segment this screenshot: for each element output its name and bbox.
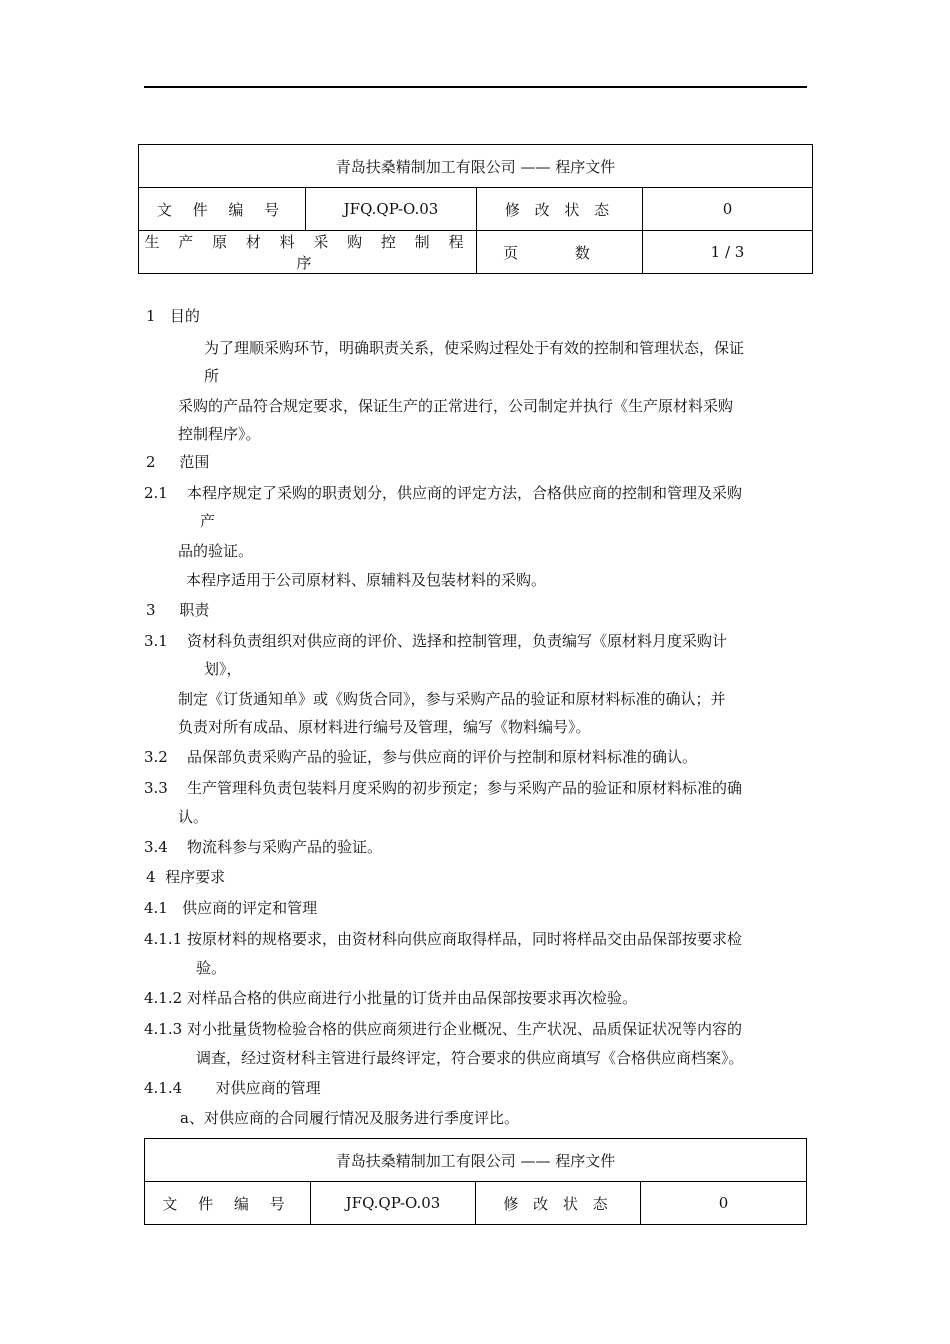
revision-label: 修 改 状 态	[476, 1182, 641, 1225]
clause-2-1	[144, 483, 742, 503]
clause-4-1-4	[144, 1078, 321, 1098]
clause-text: 按原材料的规格要求，由资材科向供应商取得样品，同时将样品交由品保部按要求检	[186, 930, 742, 948]
paragraph-line: 验。	[196, 959, 227, 977]
paragraph-line: 为了理顺采购环节，明确职责关系，使采购过程处于有效的控制和管理状态，保证	[204, 339, 745, 357]
paragraph-line: 所	[204, 367, 220, 385]
clause-3-3	[144, 778, 742, 798]
clause-text: 对小批量货物检验合格的供应商须进行企业概况、生产状况、品质保证状况等内容的	[186, 1020, 742, 1038]
header-doc-row	[139, 188, 813, 231]
section-title: 目的	[169, 307, 200, 325]
paragraph-line: 本程序适用于公司原材料、原辅料及包装材料的采购。	[186, 571, 547, 589]
paragraph-line: 制定《订货通知单》或《购货合同》，参与采购产品的验证和原材料标准的确认；并	[178, 690, 726, 708]
clause-text: 资材科负责组织对供应商的评价、选择和控制管理，负责编写《原材料月度采购计	[186, 632, 727, 650]
clause-4-1	[144, 898, 317, 918]
section-2-heading	[146, 452, 209, 472]
page-label: 页 数	[477, 231, 643, 274]
section-number: 2	[146, 453, 156, 471]
header-rule	[144, 86, 807, 88]
clause-number: 4.1	[144, 899, 168, 917]
clause-text: 生产管理科负责包装料月度采购的初步预定；参与采购产品的验证和原材料标准的确	[186, 779, 742, 797]
paragraph-line: 品的验证。	[178, 542, 254, 560]
clause-3-1	[144, 631, 727, 651]
paragraph-line: 采购的产品符合规定要求，保证生产的正常进行，公司制定并执行《生产原材料采购	[178, 397, 734, 415]
clause-number: 4.1.2	[144, 989, 183, 1007]
clause-4-1-2	[144, 988, 637, 1008]
clause-number: 4.1.4	[144, 1079, 183, 1097]
header-proc-row	[139, 231, 813, 274]
revision-value: 0	[641, 1182, 807, 1225]
clause-number: 4.1.1	[144, 930, 183, 948]
paragraph-line: 负责对所有成品、原材料进行编号及管理，编写《物料编号》。	[178, 718, 591, 736]
paragraph-line: a、对供应商的合同履行情况及服务进行季度评比。	[180, 1109, 519, 1127]
section-title: 职责	[179, 601, 210, 619]
clause-number: 4.1.3	[144, 1020, 183, 1038]
paragraph-line: 划》，	[204, 660, 242, 678]
section-number: 1	[146, 307, 156, 325]
clause-4-1-1	[144, 929, 742, 949]
section-3-heading	[146, 600, 209, 620]
clause-text: 对样品合格的供应商进行小批量的订货并由品保部按要求再次检验。	[186, 989, 637, 1007]
revision-value: 0	[643, 188, 813, 231]
clause-text: 本程序规定了采购的职责划分，供应商的评定方法，合格供应商的控制和管理及采购	[186, 484, 742, 502]
clause-text: 供应商的评定和管理	[182, 899, 318, 917]
clause-number: 2.1	[144, 484, 168, 502]
clause-3-2	[144, 747, 697, 767]
section-number: 3	[146, 601, 156, 619]
procedure-name: 生 产 原 材 料 采 购 控 制 程 序	[139, 231, 477, 274]
document-header-table	[138, 144, 813, 274]
header-doc-row	[145, 1182, 807, 1225]
section-number: 4	[146, 868, 156, 886]
doc-no-value: JFQ.QP-O.03	[311, 1182, 476, 1225]
header-title-row	[145, 1139, 807, 1182]
paragraph-line: 控制程序》。	[178, 425, 261, 443]
company-title: 青岛扶桑精制加工有限公司 —— 程序文件	[139, 145, 813, 188]
clause-number: 3.2	[144, 748, 168, 766]
revision-label: 修 改 状 态	[477, 188, 643, 231]
section-title: 程序要求	[165, 868, 226, 886]
clause-text: 品保部负责采购产品的验证，参与供应商的评价与控制和原材料标准的确认。	[186, 748, 697, 766]
page-value: 1 / 3	[643, 231, 813, 274]
header-title-row	[139, 145, 813, 188]
clause-number: 3.1	[144, 632, 168, 650]
clause-number: 3.4	[144, 838, 168, 856]
section-4-heading	[146, 867, 225, 887]
clause-4-1-3	[144, 1019, 742, 1039]
clause-text: 物流科参与采购产品的验证。	[186, 838, 382, 856]
company-title: 青岛扶桑精制加工有限公司 —— 程序文件	[145, 1139, 807, 1182]
page-2-header-table	[144, 1138, 807, 1225]
clause-number: 3.3	[144, 779, 168, 797]
doc-no-label: 文 件 编 号	[139, 188, 306, 231]
section-1-heading	[146, 306, 200, 326]
paragraph-line: 认。	[178, 808, 209, 826]
paragraph-line: 调查，经过资材科主管进行最终评定，符合要求的供应商填写《合格供应商档案》。	[196, 1049, 744, 1067]
doc-no-value: JFQ.QP-O.03	[306, 188, 477, 231]
section-title: 范围	[179, 453, 210, 471]
clause-3-4	[144, 837, 382, 857]
clause-text: 对供应商的管理	[215, 1079, 321, 1097]
doc-no-label: 文 件 编 号	[145, 1182, 311, 1225]
paragraph-line: 产	[200, 512, 216, 530]
